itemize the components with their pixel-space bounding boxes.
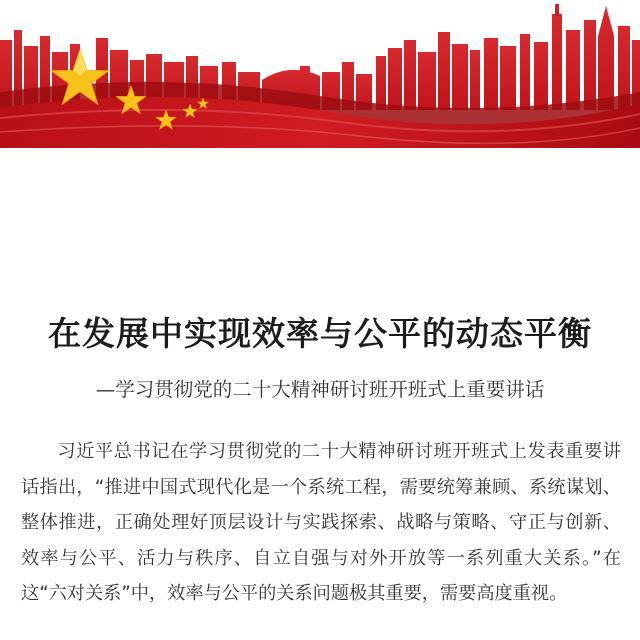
article-subtitle: —学习贯彻党的二十大精神研讨班开班式上重要讲话 [95,378,545,401]
article-paragraph: 习近平总书记在学习贯彻党的二十大精神研讨班开班式上发表重要讲话指出，“推进中国式现代化是一个系统工程，需要统筹兼顾、系统谋划、整体推进，正确处理好顶层设计与实践探索、战略与策略、守正与创新、效率与公平、活力与秩序、自立自强与对外开放等一系列重大关系。”在这“六对关系”中，效率与公平的关系问题极其重要，需要高度重视。 [21,441,621,605]
article-title: 在发展中实现效率与公平的动态平衡 [48,314,592,353]
header-banner [0,0,640,148]
city-skyline-banner [0,0,640,148]
